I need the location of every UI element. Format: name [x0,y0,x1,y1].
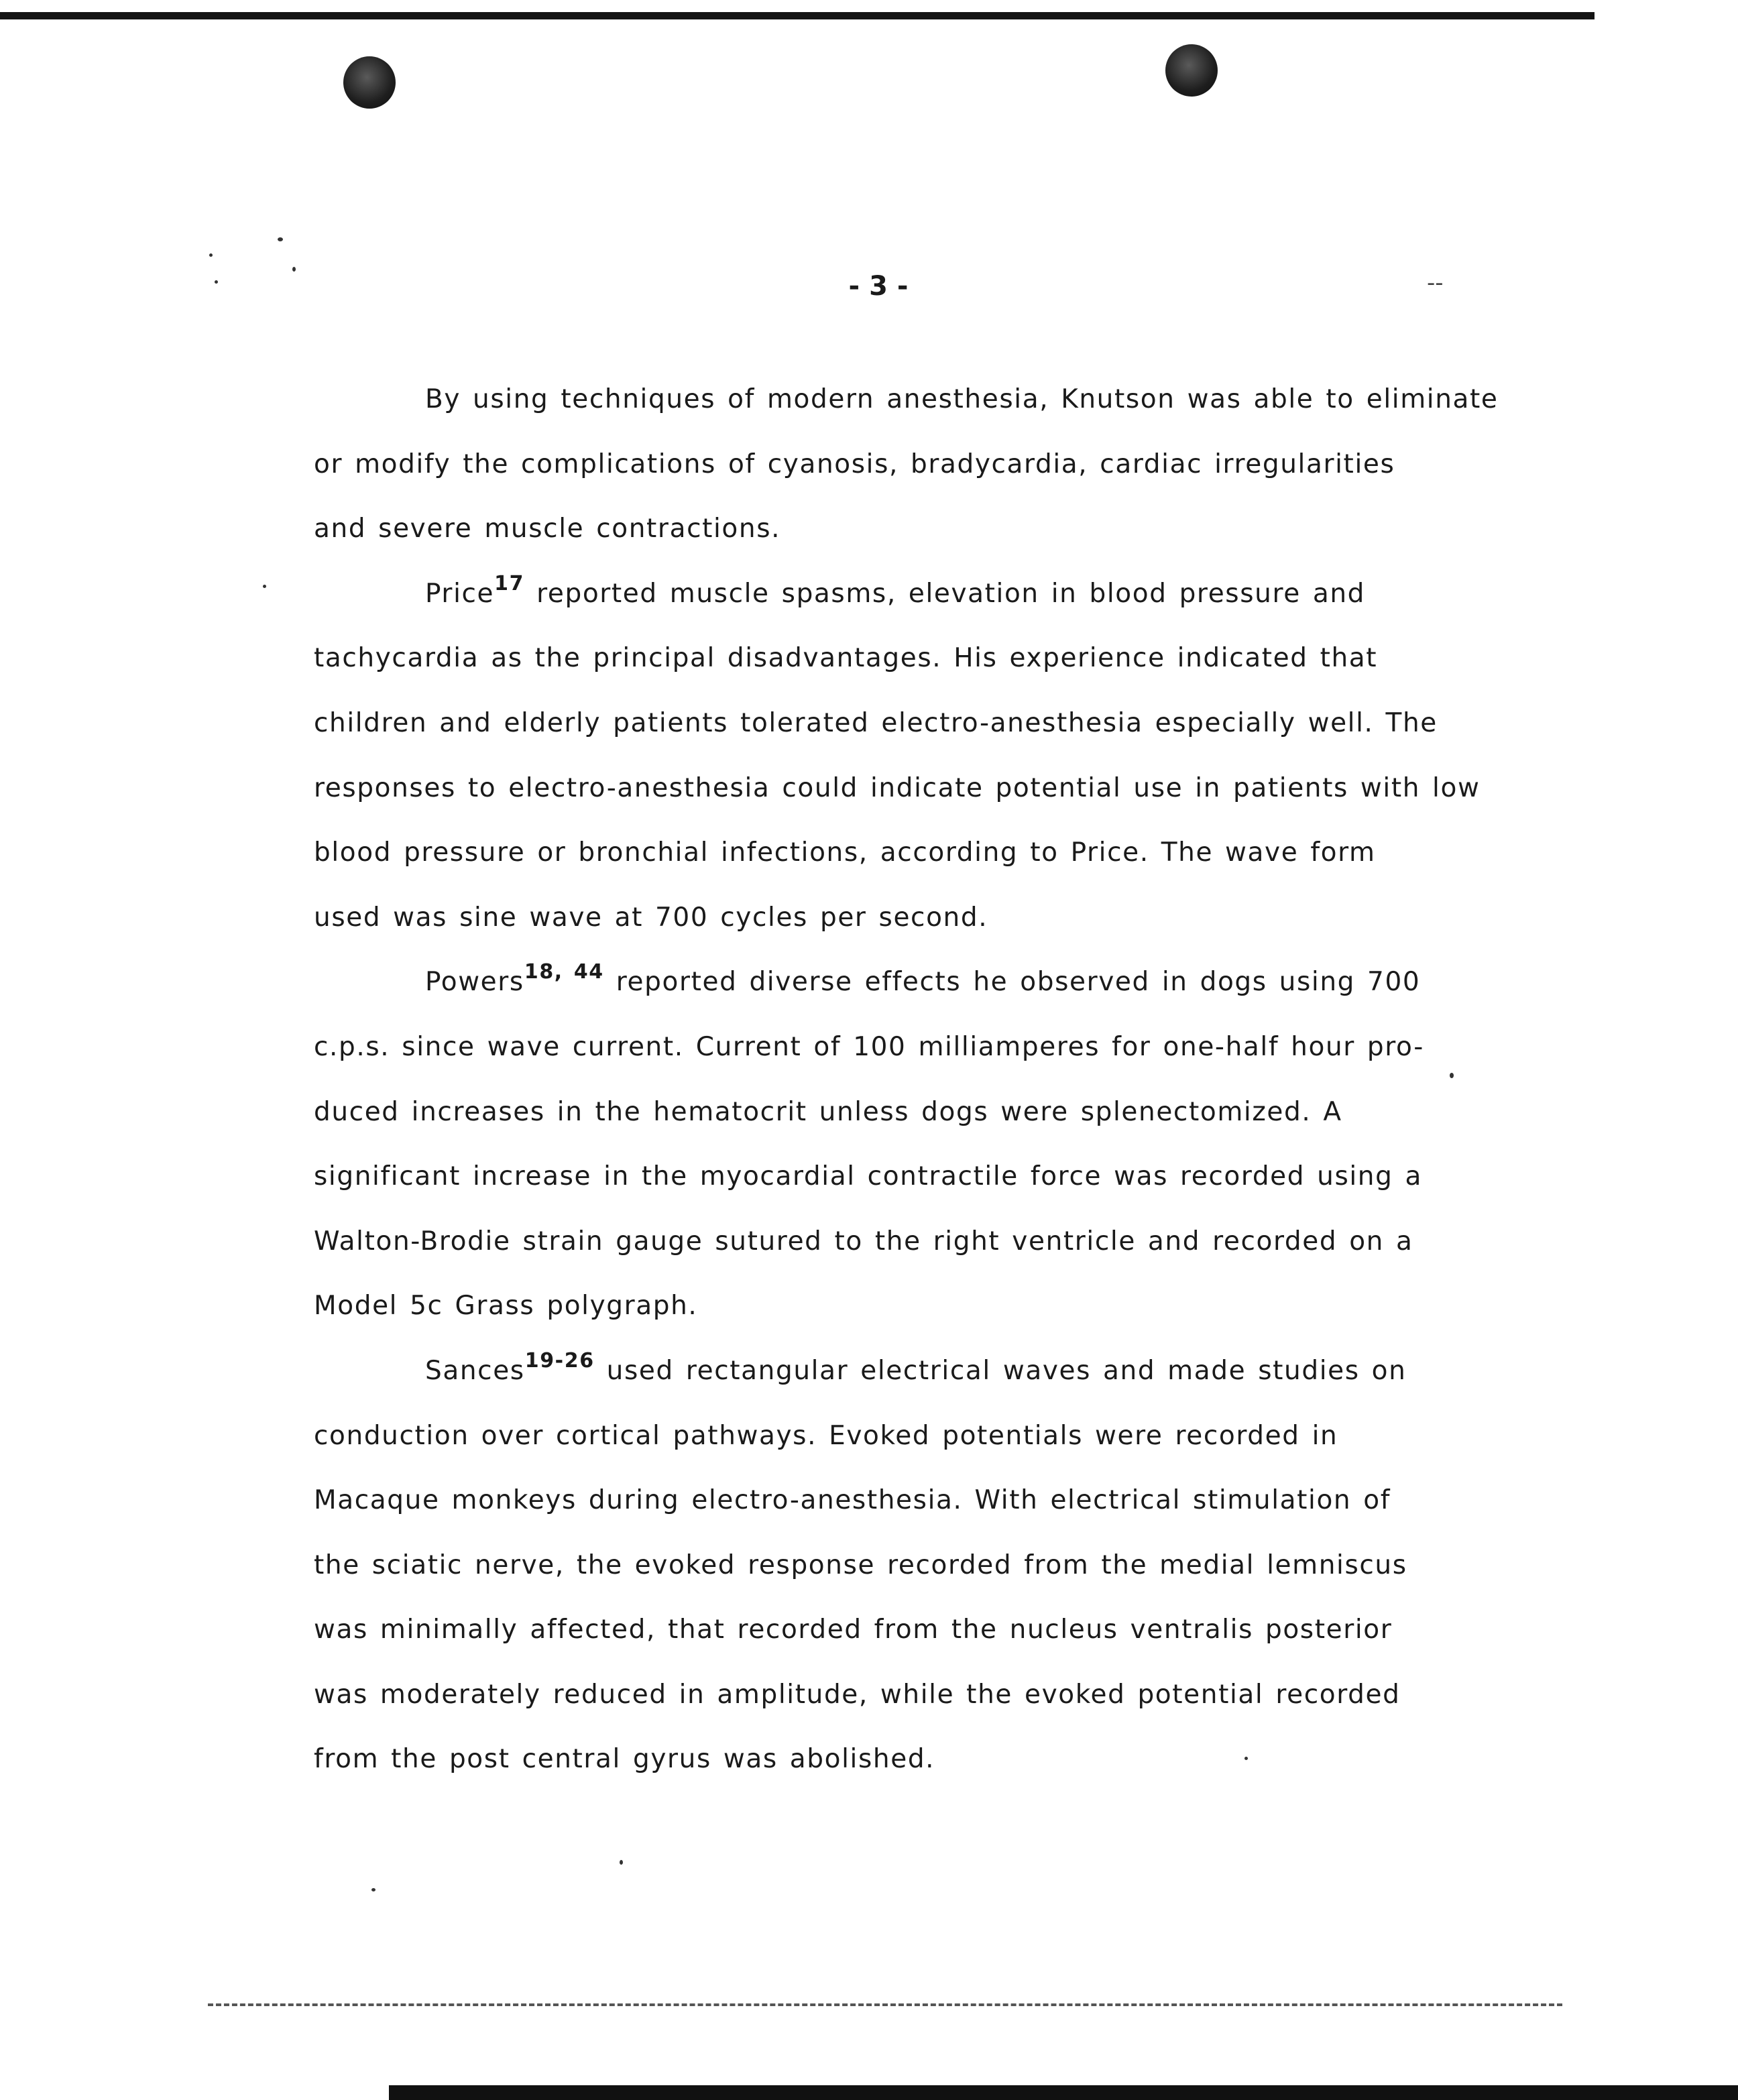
paragraph-3-line-3: duced increases in the hematocrit unless dogs were splenectomized. A [314,1096,1342,1127]
paragraph-4-line-5: was minimally affected, that recorded from the nucleus ventralis posterior [314,1615,1393,1645]
paragraph-2-first-rest: reported muscle spasms, elevation in blood pressure and [524,578,1365,609]
paragraph-3-first-rest: reported diverse effects he observed in dogs using 700 [603,967,1421,998]
paragraph-1-line-1: By using techniques of modern anesthesia, Knutson was able to eliminate [425,384,1499,414]
paragraph-4-line-4: the sciatic nerve, the evoked response recorded from the medial lemniscus [314,1550,1407,1580]
reference-17: 17 [494,571,525,595]
paragraph-2-line-5: blood pressure or bronchial infections, according to Price. The wave form [314,837,1376,868]
author-price: Price [425,578,495,609]
scan-speck [278,237,283,241]
scan-speck [263,585,266,588]
paragraph-1-line-2: or modify the complications of cyanosis, bradycardia, cardiac irregularities [314,449,1395,479]
author-sances: Sances [425,1355,525,1386]
top-scan-border [0,12,1595,19]
paragraph-4-line-2: conduction over cortical pathways. Evoked potentials were recorded in [314,1420,1338,1451]
bottom-scan-border [389,2085,1738,2100]
paragraph-4-line-1 [314,1339,1521,1404]
scan-speck [292,267,296,272]
paragraph-4-line-7: from the post central gyrus was abolished. [314,1744,935,1775]
body-text [314,367,1521,1792]
corner-mark: -- [1427,270,1444,296]
punch-hole-left [343,56,396,109]
paragraph-2-line-6: used was sine wave at 700 cycles per second. [314,902,988,933]
paragraph-3-line-6: Model 5c Grass polygraph. [314,1291,698,1322]
scan-speck [215,280,218,284]
reference-19-26: 19-26 [524,1348,595,1373]
paragraph-3-line-2: c.p.s. since wave current. Current of 100 milliamperes for one-half hour pro- [314,1031,1424,1062]
paragraph-2-line-2: tachycardia as the principal disadvantages. His experience indicated that [314,643,1378,674]
paragraph-3-line-5: Walton-Brodie strain gauge sutured to the right ventricle and recorded on a [314,1226,1413,1257]
paragraph-2-line-1 [314,562,1521,627]
paragraph-2-line-4: responses to electro-anesthesia could indicate potential use in patients with low [314,772,1481,803]
scan-speck [371,1888,375,1891]
bottom-scan-artifact [208,2003,1562,2006]
paragraph-3-line-4: significant increase in the myocardial contractile force was recorded using a [314,1161,1422,1192]
author-powers: Powers [425,967,524,998]
paragraph-4-line-6: was moderately reduced in amplitude, while the evoked potential recorded [314,1679,1401,1710]
page-number: - 3 - [848,271,909,302]
paragraph-2-line-3: children and elderly patients tolerated electro-anesthesia especially well. The [314,707,1438,738]
paragraph-3-line-1 [314,950,1521,1015]
paragraph-4-first-rest: used rectangular electrical waves and made studies on [594,1355,1407,1386]
scan-speck [620,1860,623,1865]
punch-hole-right [1165,44,1218,97]
paragraph-1-line-3: and severe muscle contractions. [314,514,781,544]
paragraph-4-line-3: Macaque monkeys during electro-anesthesia. With electrical stimulation of [314,1485,1391,1516]
reference-18-44: 18, 44 [524,960,604,984]
scan-speck [209,253,213,257]
